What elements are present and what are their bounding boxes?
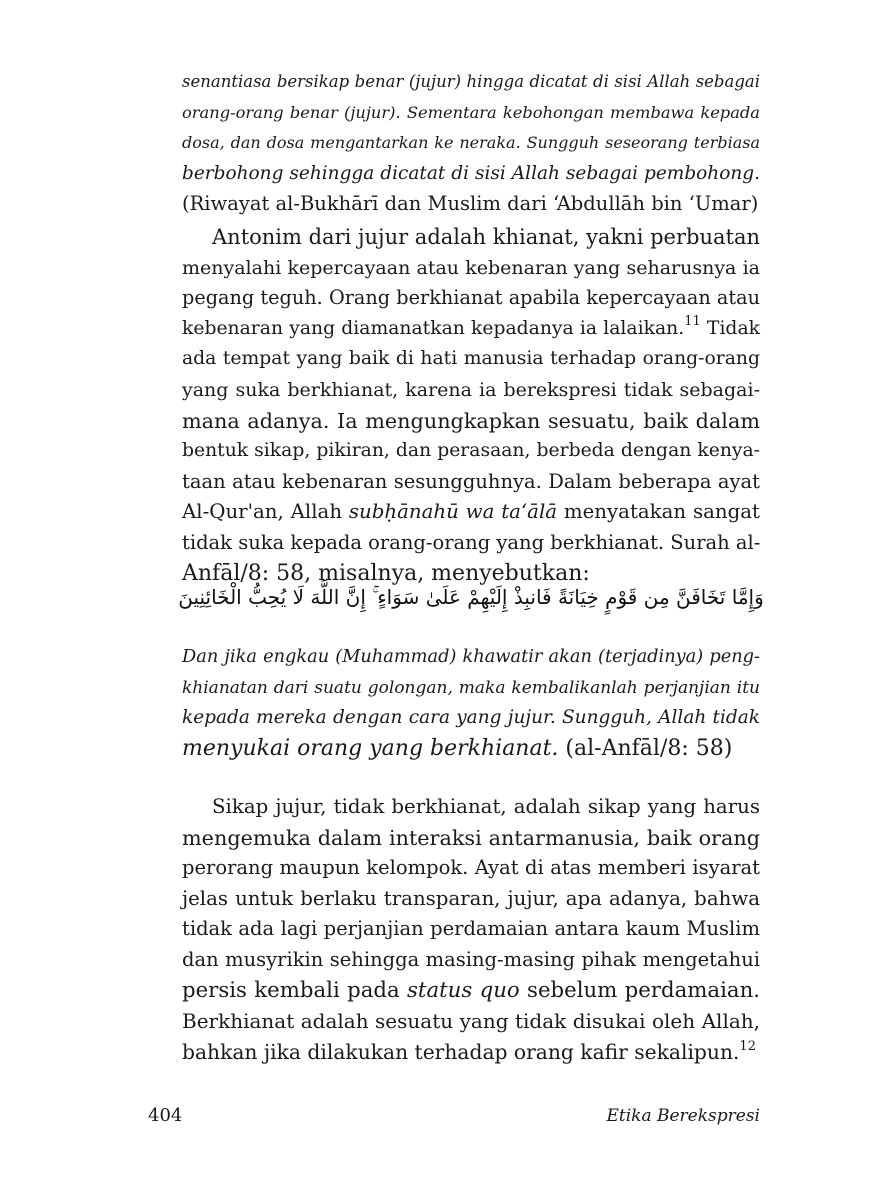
running-title: Etika Berekspresi	[606, 1106, 760, 1126]
hadith-line: dosa, dan dosa mengantarkan ke neraka. Sungguh seseorang terbiasa	[182, 133, 760, 153]
translation-line: kepada mereka dengan cara yang jujur. Sungguh, Allah tidak	[182, 707, 760, 729]
paragraph-line	[182, 1037, 760, 1068]
line-text: Tidak	[700, 317, 760, 339]
arabic-verse: وَإِمَّا تَخَافَنَّ مِن قَوْمٍ خِيَانَةً فَانبِذْ إِلَيْهِمْ عَلَىٰ سَوَاءٍ ۚ إِنَّ اللَّهَ لَا يُحِبُّ الْخَائِنِينَ	[178, 585, 764, 609]
hadith-source: (Riwayat al-Bukhārī dan Muslim dari ‘Abdullāh bin ‘Umar)	[182, 192, 759, 216]
paragraph-line: menyalahi kepercayaan atau kebenaran yang seharusnya ia	[182, 256, 760, 279]
paragraph-line	[182, 497, 760, 528]
paragraph-line: tidak ada lagi perjanjian perdamaian antara kaum Muslim	[182, 917, 760, 941]
page-number: 404	[148, 1105, 183, 1126]
page-footer	[148, 1103, 760, 1129]
paragraph-line: taan atau kebenaran sesungguhnya. Dalam beberapa ayat	[182, 469, 760, 493]
line-text: Al-Qur'an, Allah	[182, 500, 349, 524]
paragraph-line: yang suka berkhianat, karena ia berekspresi tidak sebagai-	[182, 378, 760, 401]
paragraph-line: jelas untuk berlaku transparan, jujur, apa adanya, bahwa	[182, 886, 760, 910]
translation-line	[182, 734, 760, 765]
hadith-line: berbohong sehingga dicatat di sisi Allah sebagai pembohong.	[182, 162, 760, 184]
line-text: kebenaran yang diamanatkan kepadanya ia lalaikan.	[182, 317, 685, 339]
hadith-quote	[182, 67, 760, 220]
paragraph-line: pegang teguh. Orang berkhianat apabila kepercayaan atau	[182, 286, 760, 310]
paragraph-line: dan musyrikin sehingga masing-masing pihak mengetahui	[182, 947, 760, 971]
paragraph-line: mana adanya. Ia mengungkapkan sesuatu, baik dalam	[182, 408, 760, 433]
line-text: menyatakan sangat	[557, 500, 760, 524]
paragraph-line: tidak suka kepada orang-orang yang berkhianat. Surah al-	[182, 530, 761, 554]
hadith-line: senantiasa bersikap benar (jujur) hingga dicatat di sisi Allah sebagai	[182, 72, 760, 91]
paragraph-line: mengemuka dalam interaksi antarmanusia, baik orang	[182, 825, 760, 850]
paragraph-line: Antonim dari jujur adalah khianat, yakni perbuatan	[212, 225, 760, 249]
italic-term: status quo	[407, 977, 520, 1003]
translation-line: khianatan dari suatu golongan, maka kembalikanlah perjanjian itu	[182, 677, 760, 698]
transliteration: subḥānahū wa ta‘ālā	[348, 500, 558, 524]
paragraph-line: bentuk sikap, pikiran, dan perasaan, berbeda dengan kenya-	[182, 440, 760, 462]
verse-reference: (al-Anfāl/8: 58)	[558, 735, 733, 761]
line-text: persis kembali pada	[182, 977, 407, 1003]
paragraph-line: Sikap jujur, tidak berkhianat, adalah sikap yang harus	[212, 795, 760, 818]
line-text: sebelum perdamaian.	[519, 977, 761, 1003]
footnote-marker: 12	[739, 1038, 756, 1054]
verse-translation	[182, 642, 760, 764]
line-text: bahkan jika dilakukan terhadap orang kafir sekalipun.	[182, 1039, 740, 1064]
paragraph-line: Anfāl/8: 58, misalnya, menyebutkan:	[182, 560, 590, 586]
paragraph-line	[182, 314, 760, 345]
paragraph-sikap-jujur	[182, 792, 760, 1067]
paragraph-antonim	[182, 222, 760, 589]
hadith-line: orang-orang benar (jujur). Sementara kebohongan membawa kepada	[182, 102, 760, 122]
paragraph-line: Berkhianat adalah sesuatu yang tidak disukai oleh Allah,	[182, 1009, 760, 1034]
paragraph-line: ada tempat yang baik di hati manusia terhadap orang-orang	[182, 348, 760, 370]
paragraph-line: perorang maupun kelompok. Ayat di atas memberi isyarat	[182, 856, 760, 880]
footnote-marker: 11	[684, 313, 701, 329]
translation-line: Dan jika engkau (Muhammad) khawatir akan (terjadinya) peng-	[182, 647, 760, 667]
paragraph-line	[182, 976, 760, 1007]
translation-text: menyukai orang yang berkhianat.	[182, 735, 559, 761]
